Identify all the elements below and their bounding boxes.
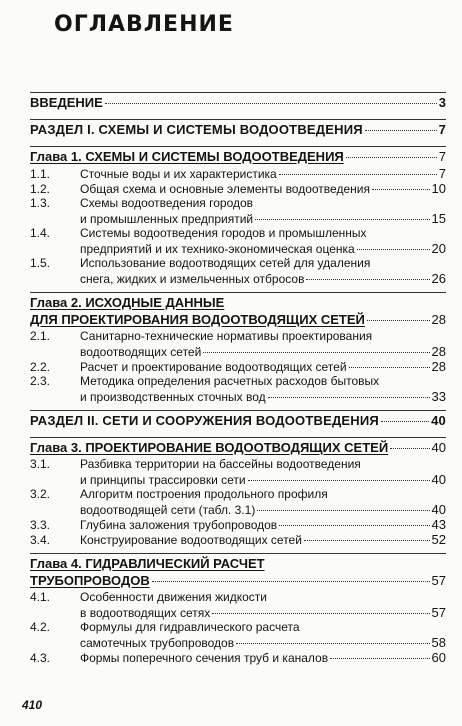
item-page: 40 [431, 472, 446, 487]
toc-item-line[interactable] [30, 359, 446, 374]
item-title: Конструирование водоотводящих сетей [80, 533, 302, 547]
toc-item-line[interactable] [30, 457, 446, 472]
leader-dots [381, 421, 429, 422]
toc-item-line[interactable] [30, 590, 446, 605]
divider [30, 92, 446, 93]
item-number: 3.3. [30, 518, 51, 532]
leader-dots [257, 510, 429, 511]
leader-dots [248, 480, 430, 481]
entry-title: ДЛЯ ПРОЕКТИРОВАНИЯ ВОДООТВОДЯЩИХ СЕТЕЙ [30, 312, 365, 327]
item-title: Разбивка территории на бассейны водоотведения [80, 457, 361, 471]
item-title: самотечных трубопроводов [80, 636, 235, 650]
toc-entry-chapter-1[interactable] [30, 149, 446, 166]
item-title: Формулы для гидравлического расчета [80, 620, 300, 634]
toc-entry-razdel-1[interactable] [30, 122, 446, 140]
leader-dots [152, 581, 430, 582]
item-page: 40 [431, 502, 446, 517]
leader-dots [306, 279, 429, 280]
divider [30, 553, 446, 554]
entry-page: 7 [438, 149, 446, 164]
leader-dots [367, 320, 430, 321]
item-page: 15 [431, 211, 446, 226]
toc-item-line[interactable] [30, 211, 446, 226]
leader-dots [346, 157, 437, 158]
divider [30, 437, 446, 438]
item-title: водоотводящих сетей [80, 345, 202, 359]
leader-dots [304, 540, 430, 541]
leader-dots [105, 103, 437, 104]
toc-item-line[interactable] [30, 487, 446, 502]
item-page: 58 [431, 635, 446, 650]
toc-item-line[interactable] [30, 650, 446, 665]
item-number: 1.5. [30, 256, 51, 270]
divider [30, 410, 446, 411]
toc-item-line[interactable] [30, 181, 446, 196]
toc-entry-chapter-4-line1[interactable] [30, 556, 446, 573]
item-page: 28 [431, 359, 446, 374]
toc-item-line[interactable] [30, 241, 446, 256]
item-title: Сточные воды и их характеристика [80, 167, 277, 181]
item-title: Глубина заложения трубопроводов [80, 518, 278, 532]
item-title: Алгоритм построения продольного профиля [80, 487, 328, 501]
toc-item-line[interactable] [30, 271, 446, 286]
entry-page: 40 [431, 440, 446, 455]
item-number: 1.4. [30, 226, 51, 240]
entry-title: Глава 2. ИСХОДНЫЕ ДАННЫЕ [30, 295, 225, 310]
entry-title: Глава 3. ПРОЕКТИРОВАНИЕ ВОДООТВОДЯЩИХ СЕТЕЙ [30, 440, 389, 455]
entry-page: 3 [438, 95, 446, 110]
item-page: 52 [431, 532, 446, 547]
toc-entry-chapter-3[interactable] [30, 440, 446, 457]
toc-item-line[interactable] [30, 389, 446, 404]
divider [30, 119, 446, 120]
item-page: 7 [438, 166, 446, 181]
leader-dots [365, 130, 437, 131]
leader-dots [390, 448, 429, 449]
entry-title: ВВЕДЕНИЕ [30, 95, 103, 110]
item-title: водоотводящей сети (табл. 3.1) [80, 503, 256, 517]
item-number: 4.1. [30, 590, 51, 604]
entry-page: 57 [431, 573, 446, 588]
item-title: Методика определения расчетных расходов бытовых [80, 374, 380, 388]
item-title: и принципы трассировки сети [80, 473, 246, 487]
item-title: Расчет и проектирование водоотводящих сетей [80, 360, 347, 374]
item-page: 26 [431, 271, 446, 286]
item-number: 4.3. [30, 651, 51, 665]
item-title: снега, жидких и измельченных отбросов [80, 272, 305, 286]
item-title: Использование водоотводящих сетей для удаления [80, 256, 371, 270]
item-number: 3.4. [30, 533, 51, 547]
item-title: в водоотводящих сетях [80, 606, 211, 620]
item-page: 10 [431, 181, 446, 196]
entry-page: 28 [431, 312, 446, 327]
item-title: предприятий и их технико-экономическая оценка [80, 242, 355, 256]
item-number: 4.2. [30, 620, 51, 634]
item-number: 3.2. [30, 487, 51, 501]
leader-dots [212, 613, 429, 614]
leader-dots [279, 174, 437, 175]
entry-title: ТРУБОПРОВОДОВ [30, 573, 150, 588]
toc-item-line[interactable] [30, 374, 446, 389]
toc-item-line[interactable] [30, 532, 446, 547]
item-number: 2.2. [30, 360, 51, 374]
leader-dots [357, 249, 430, 250]
item-title: Системы водоотведения городов и промышленных [80, 226, 367, 240]
toc-item-line[interactable] [30, 635, 446, 650]
leader-dots [372, 189, 430, 190]
item-number: 2.3. [30, 374, 51, 388]
item-number: 3.1. [30, 457, 51, 471]
item-title: и промышленных предприятий [80, 212, 254, 226]
toc-entry-chapter-2-line1[interactable] [30, 295, 446, 312]
item-number: 1.1. [30, 167, 51, 181]
toc-item-line[interactable] [30, 256, 446, 271]
leader-dots [279, 525, 429, 526]
toc-entry-chapter-2[interactable] [30, 312, 446, 329]
toc-item-line[interactable] [30, 196, 446, 211]
toc-item-line[interactable] [30, 517, 446, 532]
toc-entry-intro[interactable] [30, 95, 446, 113]
toc-entry-chapter-4[interactable] [30, 573, 446, 590]
entry-title: Глава 4. ГИДРАВЛИЧЕСКИЙ РАСЧЕТ [30, 556, 265, 571]
item-page: 20 [431, 241, 446, 256]
chapter-3-items [30, 457, 446, 547]
item-title: Формы поперечного сечения труб и каналов [80, 651, 329, 665]
toc-entry-razdel-2[interactable] [30, 413, 446, 431]
chapter-2-items [30, 329, 446, 404]
divider [30, 146, 446, 147]
toc-item-line[interactable] [30, 605, 446, 620]
chapter-4-items [30, 590, 446, 665]
page-number: 410 [22, 698, 43, 712]
leader-dots [349, 367, 430, 368]
toc-item-line[interactable] [30, 344, 446, 359]
toc-item-line[interactable] [30, 502, 446, 517]
item-page: 28 [431, 344, 446, 359]
toc-item-line[interactable] [30, 329, 446, 344]
toc-item-line[interactable] [30, 166, 446, 181]
entry-page: 7 [438, 122, 446, 137]
item-page: 43 [431, 517, 446, 532]
item-number: 2.1. [30, 329, 51, 343]
item-page: 33 [431, 389, 446, 404]
leader-dots [255, 219, 429, 220]
entry-title: РАЗДЕЛ II. СЕТИ И СООРУЖЕНИЯ ВОДООТВЕДЕНИЯ [30, 413, 379, 428]
toc-item-line[interactable] [30, 620, 446, 635]
page-title: ОГЛАВЛЕНИЕ [54, 12, 234, 37]
item-title: и производственных сточных вод [80, 390, 266, 404]
table-of-contents [30, 92, 446, 665]
divider [30, 292, 446, 293]
toc-item-line[interactable] [30, 472, 446, 487]
item-title: Санитарно-технические нормативы проектирования [80, 329, 373, 343]
chapter-1-items [30, 166, 446, 286]
leader-dots [330, 658, 429, 659]
entry-title: Глава 1. СХЕМЫ И СИСТЕМЫ ВОДООТВЕДЕНИЯ [30, 149, 344, 164]
entry-page: 40 [431, 413, 446, 428]
leader-dots [236, 643, 429, 644]
leader-dots [203, 352, 429, 353]
entry-title: РАЗДЕЛ I. СХЕМЫ И СИСТЕМЫ ВОДООТВЕДЕНИЯ [30, 122, 363, 137]
item-page: 57 [431, 605, 446, 620]
item-title: Схемы водоотведения городов [80, 196, 254, 210]
item-title: Общая схема и основные элементы водоотведения [80, 182, 370, 196]
item-number: 1.3. [30, 196, 51, 210]
leader-dots [268, 397, 430, 398]
item-title: Особенности движения жидкости [80, 590, 267, 604]
item-number: 1.2. [30, 182, 51, 196]
item-page: 60 [431, 650, 446, 665]
toc-item-line[interactable] [30, 226, 446, 241]
